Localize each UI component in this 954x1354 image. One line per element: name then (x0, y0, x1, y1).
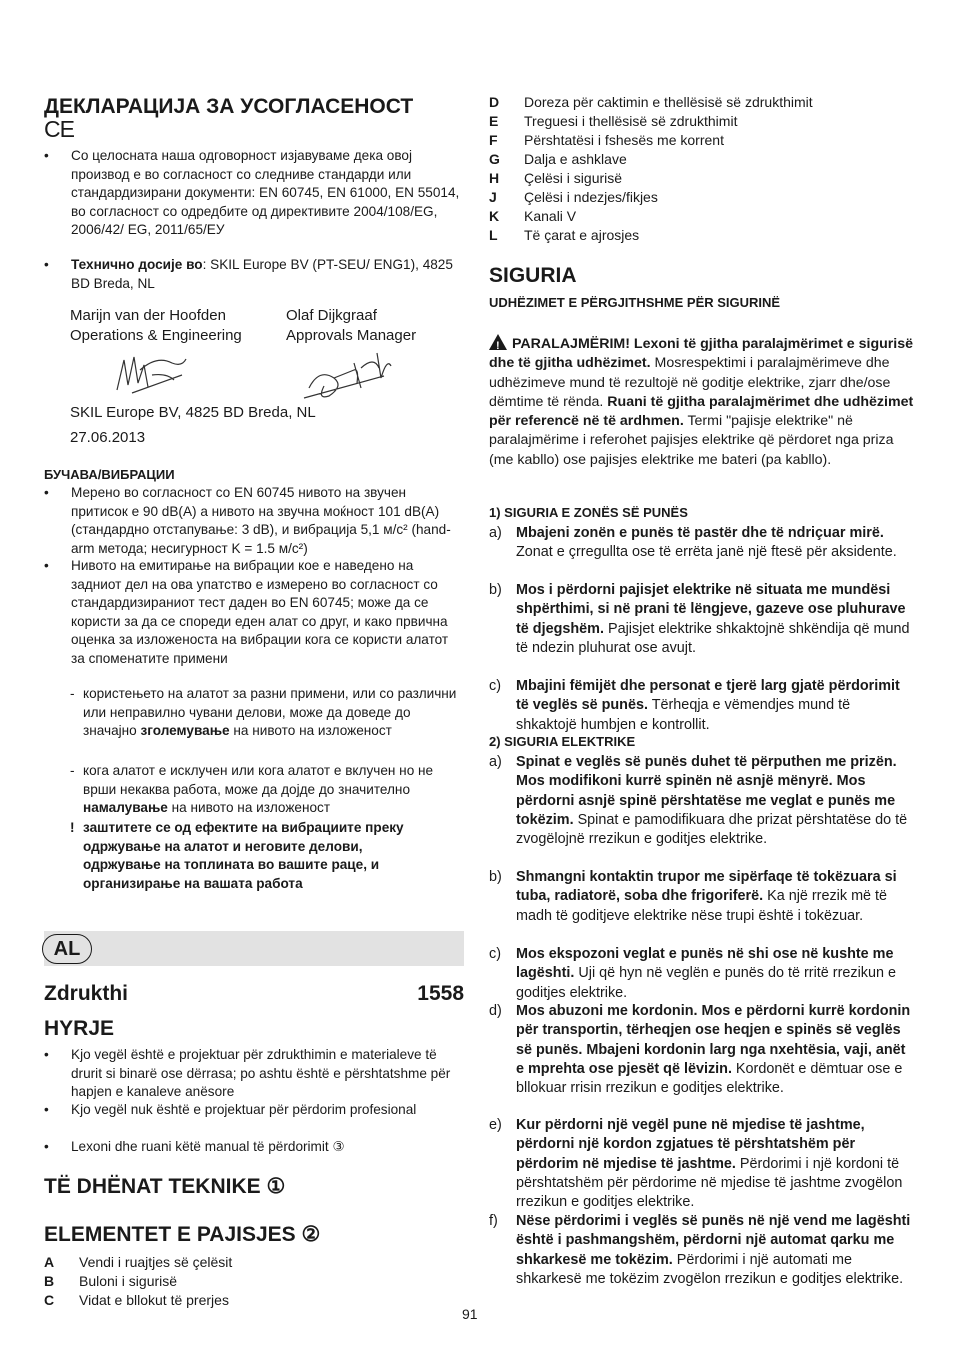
signer2-role: Approvals Manager (286, 327, 417, 344)
noise-bullet-1: • Мерено во согласност со EN 60745 нивото на звучен притисок е 90 dB(A) а нивото на звучна моќност 101 dB(A) (стандардно отстапување: 3 dB), и вибрација 5,1 м/с² (hand-arm метода; несигурност K = 1.5 м/с²) (44, 485, 451, 556)
electrical-safety-title: 2) SIGURIA ELEKTRIKE (489, 734, 636, 749)
elements-title: ELEMENTET E PAJISJES ② (44, 1223, 321, 1246)
signer1-role: Operations & Engineering (70, 327, 242, 344)
work-area-title: 1) SIGURIA E ZONËS SË PUNËS (489, 505, 688, 520)
tech-file-bullet: • Технично досије во: SKIL Europe BV (PT-SEU/ ENG1), 4825 BD Breda, NL (44, 257, 453, 291)
signer2-name: Olaf Dijkgraaf (286, 307, 377, 324)
signature-2-image (299, 348, 394, 403)
signature-1-image (112, 345, 192, 400)
safety-title: SIGURIA (489, 264, 577, 287)
company-address: SKIL Europe BV, 4825 BD Breda, NL (70, 404, 316, 421)
language-badge: AL (42, 934, 92, 964)
general-safety-title: UDHËZIMET E PËRGJITHSHME PËR SIGURINË (489, 295, 781, 310)
warning-icon: ! (489, 334, 507, 350)
product-number: 1558 (417, 982, 464, 1005)
intro-bullet: • Kjo vegël është e projektuar për zdrukthimin e materialeve të drurit si binarë ose dërrasa; po ashtu është e përshtatshme për hapjen e kanaleve anësore (44, 1047, 451, 1099)
intro-bullet: • Kjo vegël nuk është e projektuar për përdorim profesional (44, 1102, 417, 1117)
declaration-date: 27.06.2013 (70, 429, 146, 446)
page-number: 91 (462, 1306, 478, 1322)
technical-data-title: TË DHËNAT TEKNIKE ① (44, 1175, 286, 1198)
declaration-title: ДЕКЛАРАЦИЈА ЗА УСОГЛАСЕНОСТ (44, 95, 414, 118)
safety-warning-paragraph: ! PARALAJMËRIM! Lexoni të gjitha paralajmërimet e sigurisë dhe të gjitha udhëzimet. Mosrespektimi i paralajmërimeve dhe udhëzimeve mund të rezultojë në goditje elektrike, zjarr dhe/ose dëmtime të rënda. Ruani të gjitha paralajmërimet dhe udhëzimet për referencë në të ardhmen. Termi "pajisje elektrike" në paralajmërime i referohet pajisjes elektrike që përdoret nga priza (me kabllo) ose pajisjes elektrike me bateri (pa kabllo). (489, 336, 914, 468)
intro-bullet: • Lexoni dhe ruani këtë manual të përdorimit ③ (44, 1139, 345, 1154)
noise-bullet-2: • Нивото на емитирање на вибрации кое е наведено на задниот дел на ова упатство е измерено во согласност со стандардизираниот тест даден во EN 60745; може да се користи за да се спореди еден алат со друг, и како првична оценка за изложеноста на вибрации кога се користи алатот за споменатите примени (44, 558, 449, 666)
noise-title: БУЧАВА/ВИБРАЦИИ (44, 467, 175, 482)
ce-mark: CE (44, 116, 74, 142)
declaration-bullet: • Со целосната наша одговорност изјавуваме дека овој производ е во согласност со следниве стандарди или стандардизирани документи: EN 60745, EN 61000, EN 55014, во согласност со одредбите од директивите 2004/108/EG, 2006/42/ EG, 2011/65/ЕУ (44, 148, 460, 237)
product-name: Zdrukthi (44, 982, 128, 1005)
intro-title: HYRJE (44, 1017, 115, 1040)
language-band (44, 931, 464, 966)
signer1-name: Marijn van der Hoofden (70, 307, 226, 324)
